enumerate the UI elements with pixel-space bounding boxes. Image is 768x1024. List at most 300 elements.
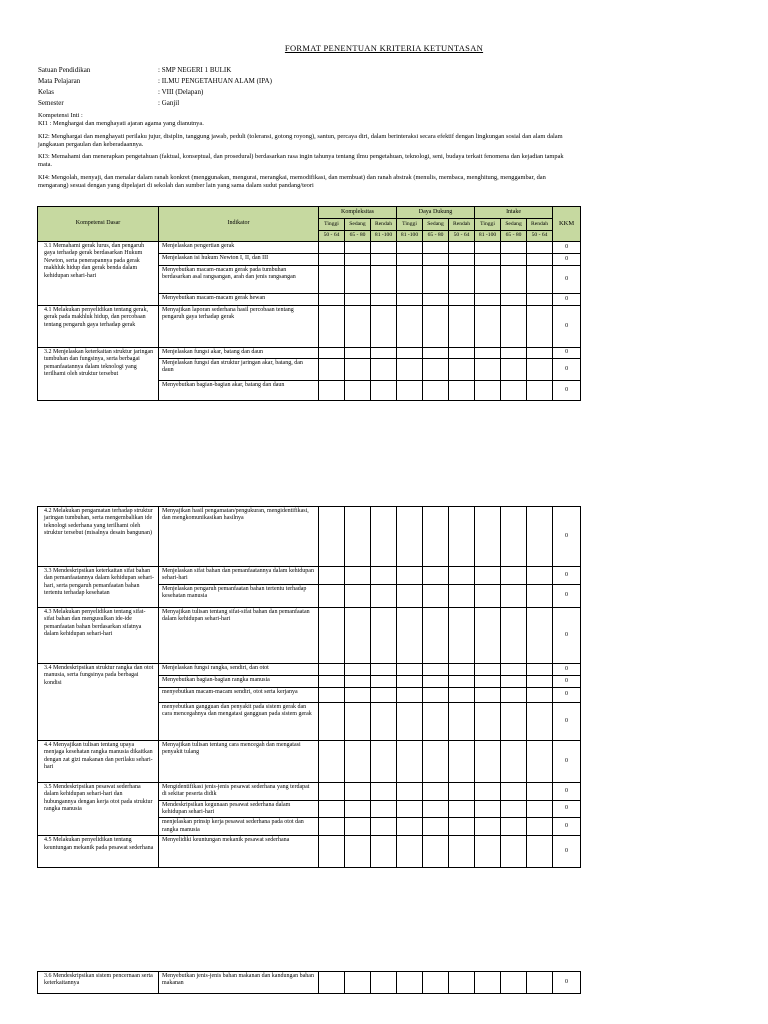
- criteria-cell: [397, 740, 423, 782]
- criteria-cell: [371, 607, 397, 663]
- indikator-cell: Menjelaskan sifat bahan dan pemanfaatannya dalam kehidupan sehari-hari: [159, 567, 319, 585]
- criteria-cell: [449, 507, 475, 567]
- criteria-cell: [397, 675, 423, 687]
- criteria-cell: [371, 254, 397, 266]
- criteria-cell: [371, 740, 397, 782]
- criteria-cell: [397, 584, 423, 607]
- header-level: Sedang: [423, 219, 449, 231]
- criteria-cell: [475, 800, 501, 818]
- criteria-cell: [501, 818, 527, 836]
- criteria-cell: [475, 702, 501, 740]
- indikator-cell: Menjelaskan fungsi dan struktur jaringan akar, batang, dan daun: [159, 359, 319, 381]
- table-row: [38, 567, 581, 585]
- indikator-cell: Mendeskripsikan kegunaan pesawat sederhana dalam kehidupan sehari-hari: [159, 800, 319, 818]
- criteria-cell: [423, 675, 449, 687]
- criteria-cell: [371, 306, 397, 348]
- criteria-cell: [371, 567, 397, 585]
- criteria-cell: [423, 242, 449, 254]
- criteria-cell: [423, 836, 449, 868]
- criteria-cell: [423, 266, 449, 294]
- criteria-cell: [319, 294, 345, 306]
- criteria-cell: [423, 254, 449, 266]
- criteria-cell: [501, 507, 527, 567]
- criteria-cell: [345, 972, 371, 994]
- criteria-cell: [475, 254, 501, 266]
- criteria-cell: [319, 242, 345, 254]
- indikator-cell: Menjelaskan fungsi rangka, sendiri, dan otot: [159, 663, 319, 675]
- kompetensi-dasar-cell: 3.2 Menjelaskan keterkaitan struktur jaringan tumbuhan dan fungsinya, serta berbagai pemanfaatannya dalam teknologi yang terilhami oleh struktur tersebut: [38, 348, 159, 401]
- identity-value: : Ganjil: [158, 99, 180, 107]
- header-range: 65 - 80: [345, 231, 371, 242]
- criteria-cell: [397, 687, 423, 702]
- criteria-cell: [475, 266, 501, 294]
- criteria-cell: [501, 359, 527, 381]
- criteria-cell: [345, 607, 371, 663]
- criteria-table-1: [37, 206, 581, 401]
- criteria-cell: [449, 702, 475, 740]
- kkm-cell: 0: [553, 687, 581, 702]
- identity-value: : SMP NEGERI 1 BULIK: [158, 66, 232, 74]
- criteria-cell: [449, 242, 475, 254]
- criteria-cell: [345, 294, 371, 306]
- criteria-cell: [423, 818, 449, 836]
- kkm-cell: 0: [553, 740, 581, 782]
- criteria-cell: [345, 740, 371, 782]
- criteria-cell: [449, 800, 475, 818]
- criteria-cell: [475, 584, 501, 607]
- criteria-cell: [319, 740, 345, 782]
- criteria-cell: [345, 381, 371, 401]
- criteria-cell: [527, 702, 553, 740]
- criteria-cell: [371, 663, 397, 675]
- criteria-cell: [319, 663, 345, 675]
- criteria-cell: [449, 266, 475, 294]
- criteria-cell: [345, 782, 371, 800]
- kompetensi-dasar-cell: 4.4 Menyajikan tulisan tentang upaya menjaga kesehatan rangka manusia dikaitkan dengan zat gizi makanan dan perilaku sehari-hari: [38, 740, 159, 782]
- criteria-cell: [527, 266, 553, 294]
- table-row: [38, 782, 581, 800]
- ki-1: KI1 : Menghargai dan menghayati ajaran agama yang dianutnya.: [38, 120, 204, 128]
- criteria-cell: [449, 782, 475, 800]
- criteria-cell: [345, 507, 371, 567]
- criteria-cell: [345, 306, 371, 348]
- header-range: 65 - 80: [423, 231, 449, 242]
- criteria-cell: [319, 266, 345, 294]
- criteria-cell: [475, 294, 501, 306]
- indikator-cell: Menyebutkan bagian-bagian rangka manusia: [159, 675, 319, 687]
- header-kkm: KKM: [553, 207, 581, 242]
- kkm-cell: 0: [553, 266, 581, 294]
- criteria-cell: [423, 381, 449, 401]
- criteria-cell: [501, 675, 527, 687]
- criteria-cell: [397, 507, 423, 567]
- indikator-cell: Menyajikan tulisan tentang sifat-sifat bahan dan pemanfaatan dalam kehidupan sehari-hari: [159, 607, 319, 663]
- criteria-cell: [449, 818, 475, 836]
- criteria-cell: [501, 242, 527, 254]
- criteria-cell: [371, 507, 397, 567]
- criteria-cell: [397, 800, 423, 818]
- indikator-cell: Menyajikan laporan sederhana hasil percobaan tentang pengaruh gaya terhadap gerak: [159, 306, 319, 348]
- criteria-cell: [345, 800, 371, 818]
- criteria-cell: [475, 359, 501, 381]
- kkm-cell: 0: [553, 972, 581, 994]
- criteria-cell: [371, 836, 397, 868]
- criteria-cell: [527, 836, 553, 868]
- indikator-cell: Menjelaskan isi hukum Newton I, II, dan III: [159, 254, 319, 266]
- indikator-cell: Menjelaskan fungsi akar, batang dan daun: [159, 348, 319, 359]
- criteria-cell: [423, 663, 449, 675]
- header-range: 81 -100: [475, 231, 501, 242]
- header-group: Daya Dukung: [397, 207, 475, 219]
- criteria-cell: [371, 359, 397, 381]
- header-group: Intake: [475, 207, 553, 219]
- criteria-cell: [345, 687, 371, 702]
- header-level: Rendah: [527, 219, 553, 231]
- criteria-cell: [371, 818, 397, 836]
- criteria-cell: [501, 836, 527, 868]
- identity-label: Satuan Pendidikan: [38, 66, 91, 74]
- header-kompetensi-dasar: Kompetensi Dasar: [38, 207, 159, 242]
- criteria-cell: [475, 687, 501, 702]
- criteria-cell: [527, 800, 553, 818]
- criteria-cell: [449, 836, 475, 868]
- criteria-cell: [345, 242, 371, 254]
- indikator-cell: Menyelidiki keuntungan mekanik pesawat sederhana: [159, 836, 319, 868]
- table-row: [38, 507, 581, 567]
- criteria-table-2: [37, 506, 581, 868]
- kkm-cell: 0: [553, 348, 581, 359]
- indikator-cell: menjelaskan prinsip kerja pesawat sederhana pada otot dan rangka manusia: [159, 818, 319, 836]
- criteria-cell: [397, 782, 423, 800]
- criteria-cell: [319, 254, 345, 266]
- criteria-cell: [527, 663, 553, 675]
- kkm-cell: 0: [553, 381, 581, 401]
- criteria-cell: [397, 972, 423, 994]
- criteria-cell: [319, 782, 345, 800]
- criteria-cell: [475, 663, 501, 675]
- criteria-cell: [423, 607, 449, 663]
- criteria-cell: [423, 348, 449, 359]
- header-range: 50 - 64: [527, 231, 553, 242]
- document-title: [0, 43, 768, 53]
- criteria-cell: [501, 800, 527, 818]
- document-title-text: FORMAT PENENTUAN KRITERIA KETUNTASAN: [284, 43, 484, 53]
- criteria-cell: [371, 675, 397, 687]
- criteria-cell: [397, 663, 423, 675]
- criteria-cell: [371, 266, 397, 294]
- table-row: [38, 836, 581, 868]
- criteria-cell: [397, 818, 423, 836]
- header-level: Rendah: [371, 219, 397, 231]
- identity-label: Kelas: [38, 88, 54, 96]
- criteria-cell: [397, 567, 423, 585]
- identity-value: : ILMU PENGETAHUAN ALAM (IPA): [158, 77, 272, 85]
- criteria-cell: [397, 702, 423, 740]
- criteria-cell: [319, 607, 345, 663]
- header-range: 65 - 80: [501, 231, 527, 242]
- criteria-cell: [449, 294, 475, 306]
- criteria-cell: [527, 306, 553, 348]
- criteria-cell: [501, 740, 527, 782]
- criteria-cell: [319, 687, 345, 702]
- criteria-cell: [527, 675, 553, 687]
- table-row: [38, 663, 581, 675]
- criteria-cell: [345, 818, 371, 836]
- indikator-cell: Menjelaskan pengaruh pemanfaatan bahan tertentu terhadap kesehatan manusia: [159, 584, 319, 607]
- kompetensi-inti: [38, 112, 568, 190]
- indikator-cell: Menjelaskan pengertian gerak: [159, 242, 319, 254]
- indikator-cell: Mengidentifikasi jenis-jenis pesawat sederhana yang terdapat di sekitar peserta didik: [159, 782, 319, 800]
- criteria-cell: [397, 254, 423, 266]
- criteria-cell: [449, 306, 475, 348]
- criteria-cell: [527, 294, 553, 306]
- criteria-cell: [423, 782, 449, 800]
- criteria-cell: [527, 348, 553, 359]
- criteria-cell: [527, 381, 553, 401]
- table-row: [38, 306, 581, 348]
- criteria-cell: [449, 675, 475, 687]
- criteria-cell: [527, 607, 553, 663]
- identity-label: Semester: [38, 99, 64, 107]
- criteria-cell: [475, 818, 501, 836]
- ki-3: KI3: Memahami dan menerapkan pengetahuan (faktual, konseptual, dan prosedural) berdasarkan rasa ingin tahunya tentang ilmu pengetahuan, teknologi, seni, budaya terkait fenomena dan kejadian tampak mata.: [38, 153, 564, 169]
- criteria-cell: [345, 567, 371, 585]
- kkm-cell: 0: [553, 663, 581, 675]
- criteria-cell: [449, 972, 475, 994]
- criteria-cell: [449, 663, 475, 675]
- kkm-cell: 0: [553, 507, 581, 567]
- kkm-cell: 0: [553, 306, 581, 348]
- criteria-cell: [475, 972, 501, 994]
- criteria-cell: [423, 567, 449, 585]
- table-row: [38, 972, 581, 994]
- kompetensi-dasar-cell: 3.1 Memahami gerak lurus, dan pengaruh gaya terhadap gerak berdasarkan Hukum Newton, serta penerapannya pada gerak makhluk hidup dan gerak benda dalam kehidupan sehari-hari: [38, 242, 159, 306]
- criteria-cell: [475, 306, 501, 348]
- criteria-cell: [371, 702, 397, 740]
- criteria-cell: [423, 584, 449, 607]
- criteria-cell: [527, 567, 553, 585]
- header-group: Kompleksitas: [319, 207, 397, 219]
- indikator-cell: Menyebutkan bagian-bagian akar, batang dan daun: [159, 381, 319, 401]
- criteria-cell: [397, 242, 423, 254]
- kkm-cell: 0: [553, 567, 581, 585]
- kkm-cell: 0: [553, 607, 581, 663]
- header-level: Tinggi: [319, 219, 345, 231]
- header-level: Rendah: [449, 219, 475, 231]
- indikator-cell: Menyajikan tulisan tentang cara mencegah dan mengatasi penyakit tulang: [159, 740, 319, 782]
- indikator-cell: menyebutkan macam-macam sendiri, otot serta kerjanya: [159, 687, 319, 702]
- criteria-cell: [475, 567, 501, 585]
- table-row: [38, 242, 581, 254]
- kkm-cell: 0: [553, 294, 581, 306]
- criteria-cell: [319, 381, 345, 401]
- criteria-cell: [319, 567, 345, 585]
- criteria-cell: [527, 242, 553, 254]
- criteria-cell: [449, 687, 475, 702]
- header-level: Tinggi: [475, 219, 501, 231]
- criteria-cell: [319, 359, 345, 381]
- criteria-cell: [319, 800, 345, 818]
- criteria-cell: [397, 294, 423, 306]
- criteria-cell: [501, 607, 527, 663]
- criteria-cell: [371, 687, 397, 702]
- header-level: Sedang: [345, 219, 371, 231]
- kkm-cell: 0: [553, 818, 581, 836]
- criteria-cell: [527, 740, 553, 782]
- criteria-cell: [319, 306, 345, 348]
- criteria-cell: [319, 584, 345, 607]
- criteria-cell: [449, 740, 475, 782]
- kompetensi-dasar-cell: 3.3 Mendeskripsikan keterkaitan sifat bahan dan pemanfaatannya dalam kehidupan sehari-hari, serta pengaruh pemanfaatan bahan tertentu terhadap kesehatan: [38, 567, 159, 608]
- kompetensi-dasar-cell: 3.6 Mendeskripsikan sistem pencernaan serta keterkaitannya: [38, 972, 159, 994]
- criteria-cell: [319, 818, 345, 836]
- criteria-cell: [501, 294, 527, 306]
- kkm-cell: 0: [553, 675, 581, 687]
- criteria-cell: [423, 740, 449, 782]
- table-row: [38, 348, 581, 359]
- criteria-cell: [345, 584, 371, 607]
- kompetensi-dasar-cell: 4.2 Melakukan pengamatan terhadap struktur jaringan tumbuhan, serta mengembalikan ide teknologi sederhana yang terilhami oleh struktur tersebut (misalnya desain bangunan): [38, 507, 159, 567]
- header-level: Sedang: [501, 219, 527, 231]
- criteria-cell: [449, 567, 475, 585]
- criteria-cell: [449, 254, 475, 266]
- criteria-cell: [475, 381, 501, 401]
- kkm-cell: 0: [553, 800, 581, 818]
- criteria-cell: [449, 584, 475, 607]
- criteria-cell: [423, 800, 449, 818]
- criteria-cell: [527, 507, 553, 567]
- criteria-cell: [371, 381, 397, 401]
- criteria-cell: [501, 972, 527, 994]
- identity-value: : VIII (Delapan): [158, 88, 204, 96]
- kompetensi-dasar-cell: 4.3 Melakukan penyelidikan tentang sifat-sifat bahan dan mengusulkan ide-ide pemanfaatan bahan berdasarkan sifatnya dalam kehidupan sehari-hari: [38, 607, 159, 663]
- criteria-cell: [501, 687, 527, 702]
- criteria-cell: [423, 687, 449, 702]
- criteria-cell: [371, 800, 397, 818]
- criteria-cell: [397, 607, 423, 663]
- criteria-cell: [319, 836, 345, 868]
- criteria-cell: [345, 663, 371, 675]
- criteria-cell: [501, 663, 527, 675]
- criteria-cell: [397, 359, 423, 381]
- criteria-cell: [371, 348, 397, 359]
- criteria-cell: [501, 381, 527, 401]
- indikator-cell: menyebutkan gangguan dan penyakit pada sistem gerak dan cara mencegahnya dan mengatasi gangguan pada sistem gerak: [159, 702, 319, 740]
- criteria-cell: [423, 306, 449, 348]
- criteria-cell: [345, 836, 371, 868]
- criteria-cell: [319, 972, 345, 994]
- criteria-cell: [371, 242, 397, 254]
- criteria-cell: [397, 306, 423, 348]
- table-row: [38, 740, 581, 782]
- criteria-cell: [371, 972, 397, 994]
- kkm-cell: 0: [553, 242, 581, 254]
- criteria-cell: [345, 348, 371, 359]
- indikator-cell: Menyebutkan jenis-jenis bahan makanan dan kandungan bahan makanan: [159, 972, 319, 994]
- criteria-cell: [397, 836, 423, 868]
- criteria-cell: [527, 972, 553, 994]
- criteria-cell: [501, 266, 527, 294]
- criteria-cell: [475, 242, 501, 254]
- criteria-cell: [345, 675, 371, 687]
- identity-label: Mata Pelajaran: [38, 77, 81, 85]
- criteria-cell: [527, 782, 553, 800]
- criteria-cell: [475, 675, 501, 687]
- kompetensi-dasar-cell: 3.5 Mendeskripsikan pesawat sederhana dalam kehidupan sehari-hari dan hubungannya dengan kerja otot pada struktur rangka manusia: [38, 782, 159, 835]
- criteria-cell: [345, 359, 371, 381]
- criteria-cell: [449, 381, 475, 401]
- criteria-cell: [397, 348, 423, 359]
- ki-2: KI2: Menghargai dan menghayati perilaku jujur, disiplin, tanggung jawab, peduli (toleransi, gotong royong), santun, percaya diri, dalam berinteraksi secara efektif dengan lingkungan sosial dan alam dalam jangkauan pergaulan dan keberadaannya.: [38, 132, 563, 148]
- table-row: [38, 607, 581, 663]
- criteria-cell: [345, 254, 371, 266]
- criteria-cell: [449, 607, 475, 663]
- criteria-cell: [397, 266, 423, 294]
- kkm-cell: 0: [553, 782, 581, 800]
- criteria-table-3: [37, 971, 581, 994]
- criteria-cell: [397, 381, 423, 401]
- kompetensi-inti-heading: Kompetensi Inti :: [38, 112, 83, 119]
- criteria-cell: [423, 294, 449, 306]
- criteria-cell: [449, 359, 475, 381]
- kkm-cell: 0: [553, 584, 581, 607]
- criteria-cell: [423, 507, 449, 567]
- criteria-cell: [449, 348, 475, 359]
- kompetensi-dasar-cell: 4.5 Melakukan penyelidikan tentang keuntungan mekanik pada pesawat sederhana: [38, 836, 159, 868]
- criteria-cell: [475, 607, 501, 663]
- criteria-cell: [319, 675, 345, 687]
- header-range: 50 - 64: [449, 231, 475, 242]
- header-range: 81 -100: [371, 231, 397, 242]
- criteria-cell: [501, 348, 527, 359]
- ki-4: KI4: Mengolah, menyaji, dan menalar dalam ranah konkret (menggunakan, mengurai, merangkai, memodifikasi, dan membuat) dan ranah abstrak (menulis, membaca, menghitung, menggambar, dan mengarang) sesuai dengan yang dipelajari di sekolah dan sumber lain yang sama dalam sudut pandang/teori: [38, 173, 546, 190]
- header-level: Tinggi: [397, 219, 423, 231]
- criteria-cell: [501, 306, 527, 348]
- kkm-cell: 0: [553, 359, 581, 381]
- kkm-cell: 0: [553, 836, 581, 868]
- criteria-cell: [423, 702, 449, 740]
- indikator-cell: Menyebutkan macam-macam gerak pada tumbuhan berdasarkan asal rangsangan, arah dan jenis rangsangan: [159, 266, 319, 294]
- indikator-cell: Menyajikan hasil pengamatan/pengukuran, mengidentifikasi, dan mengkomunikasikan hasilnya: [159, 507, 319, 567]
- criteria-cell: [423, 359, 449, 381]
- criteria-cell: [501, 567, 527, 585]
- criteria-cell: [475, 782, 501, 800]
- criteria-cell: [501, 584, 527, 607]
- criteria-cell: [423, 972, 449, 994]
- criteria-cell: [475, 740, 501, 782]
- criteria-cell: [319, 702, 345, 740]
- criteria-cell: [475, 348, 501, 359]
- criteria-cell: [527, 818, 553, 836]
- criteria-cell: [501, 702, 527, 740]
- header-range: 50 - 64: [319, 231, 345, 242]
- criteria-cell: [475, 836, 501, 868]
- kkm-cell: 0: [553, 702, 581, 740]
- criteria-cell: [371, 782, 397, 800]
- kkm-cell: 0: [553, 254, 581, 266]
- criteria-cell: [527, 359, 553, 381]
- kompetensi-dasar-cell: 4.1 Melakukan penyelidikan tentang gerak, gerak pada makhluk hidup, dan percobaan tentang pengaruh gaya terhadap gerak: [38, 306, 159, 348]
- criteria-cell: [319, 507, 345, 567]
- criteria-cell: [345, 702, 371, 740]
- criteria-cell: [475, 507, 501, 567]
- kompetensi-dasar-cell: 3.4 Mendeskripsikan struktur rangka dan otot manusia, serta fungsinya pada berbagai kondisi: [38, 663, 159, 740]
- criteria-cell: [501, 782, 527, 800]
- indikator-cell: Menyebutkan macam-macam gerak hewan: [159, 294, 319, 306]
- criteria-cell: [371, 294, 397, 306]
- criteria-cell: [371, 584, 397, 607]
- criteria-cell: [345, 266, 371, 294]
